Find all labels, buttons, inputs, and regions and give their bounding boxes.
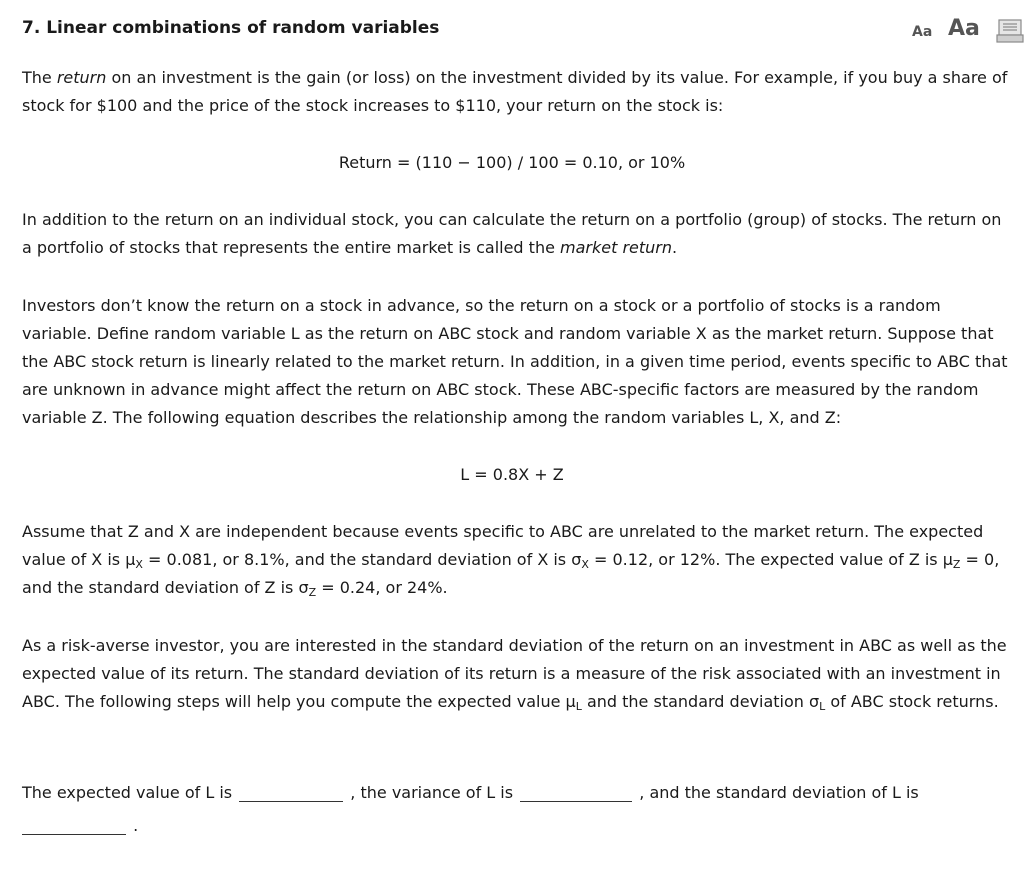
text-run: The [22, 68, 57, 87]
text-run: and the standard deviation σ [581, 692, 820, 711]
linear-equation: L = 0.8X + Z [460, 465, 564, 484]
std-dev-blank[interactable] [22, 816, 126, 835]
subscript: X [581, 558, 589, 571]
subscript: Z [308, 586, 317, 599]
text-run: Assume that Z and X are independent because events specific to ABC are unrelated to the market return. The expected value of X is μ [22, 522, 984, 569]
text-run: on an investment is the gain (or loss) on the investment divided by its value. For example, if you buy a share of stock for $100 and the price of the stock increases to $110, your return on the stock is: [22, 68, 1008, 115]
return-formula: Return = (110 − 100) / 100 = 0.10, or 10% [338, 153, 686, 172]
question-title: 7. Linear combinations of random variables [22, 18, 440, 38]
print-icon[interactable] [996, 18, 1024, 48]
paragraph-random-variables: Investors don’t know the return on a stock in advance, so the return on a stock or a portfolio of stocks is a random variable. Define random variable L as the return on ABC stock and random variable X as the market return. Suppose that the ABC stock return is linearly related to the market return. In addition, in a given time period, events specific to ABC that are unknown in advance might affect the return on ABC stock. These ABC-specific factors are measured by the random variable Z. The following equation describes the relationship among the random variables L, X, and Z: [22, 296, 1008, 427]
answer-label-expected-value: The expected value of L is [22, 783, 233, 802]
text-run: of ABC stock returns. [825, 692, 999, 711]
text-run: = 0.081, or 8.1%, and the standard deviation of X is σ [142, 550, 582, 569]
text-run: = 0, and the standard deviation of Z is σ [22, 550, 1000, 597]
paragraph-market-return [22, 206, 1012, 262]
subscript: Z [952, 558, 961, 571]
emphasis-return: return [56, 68, 107, 87]
variance-blank[interactable] [520, 783, 632, 802]
text-run: = 0.24, or 24%. [316, 578, 448, 597]
answer-label-std-dev: , and the standard deviation of L is [639, 783, 919, 802]
paragraph-return-definition [22, 64, 1012, 120]
text-run: As a risk-averse investor, you are interested in the standard deviation of the return on an investment in ABC as well as the expected value of its return. The standard deviation of its return is a measure of the risk associated with an investment in ABC. The following steps will help you compute the expected value μ [22, 636, 1007, 711]
increase-font-button[interactable]: Aa [948, 16, 980, 41]
emphasis-market-return: market return [560, 238, 673, 257]
subscript: L [819, 700, 826, 713]
decrease-font-button[interactable]: Aa [912, 24, 933, 40]
subscript: L [575, 700, 582, 713]
answer-label-variance: , the variance of L is [350, 783, 514, 802]
answer-period: . [133, 816, 139, 835]
answer-line [22, 776, 1012, 842]
paragraph-risk-averse [22, 632, 1012, 716]
subscript: X [135, 558, 143, 571]
text-run: = 0.12, or 12%. The expected value of Z is μ [588, 550, 953, 569]
text-run: . [672, 238, 678, 257]
expected-value-blank[interactable] [239, 783, 343, 802]
paragraph-assumptions [22, 518, 1012, 602]
text-run: In addition to the return on an individual stock, you can calculate the return on a portfolio (group) of stocks. The return on a portfolio of stocks that represents the entire market is called the [22, 210, 1002, 257]
